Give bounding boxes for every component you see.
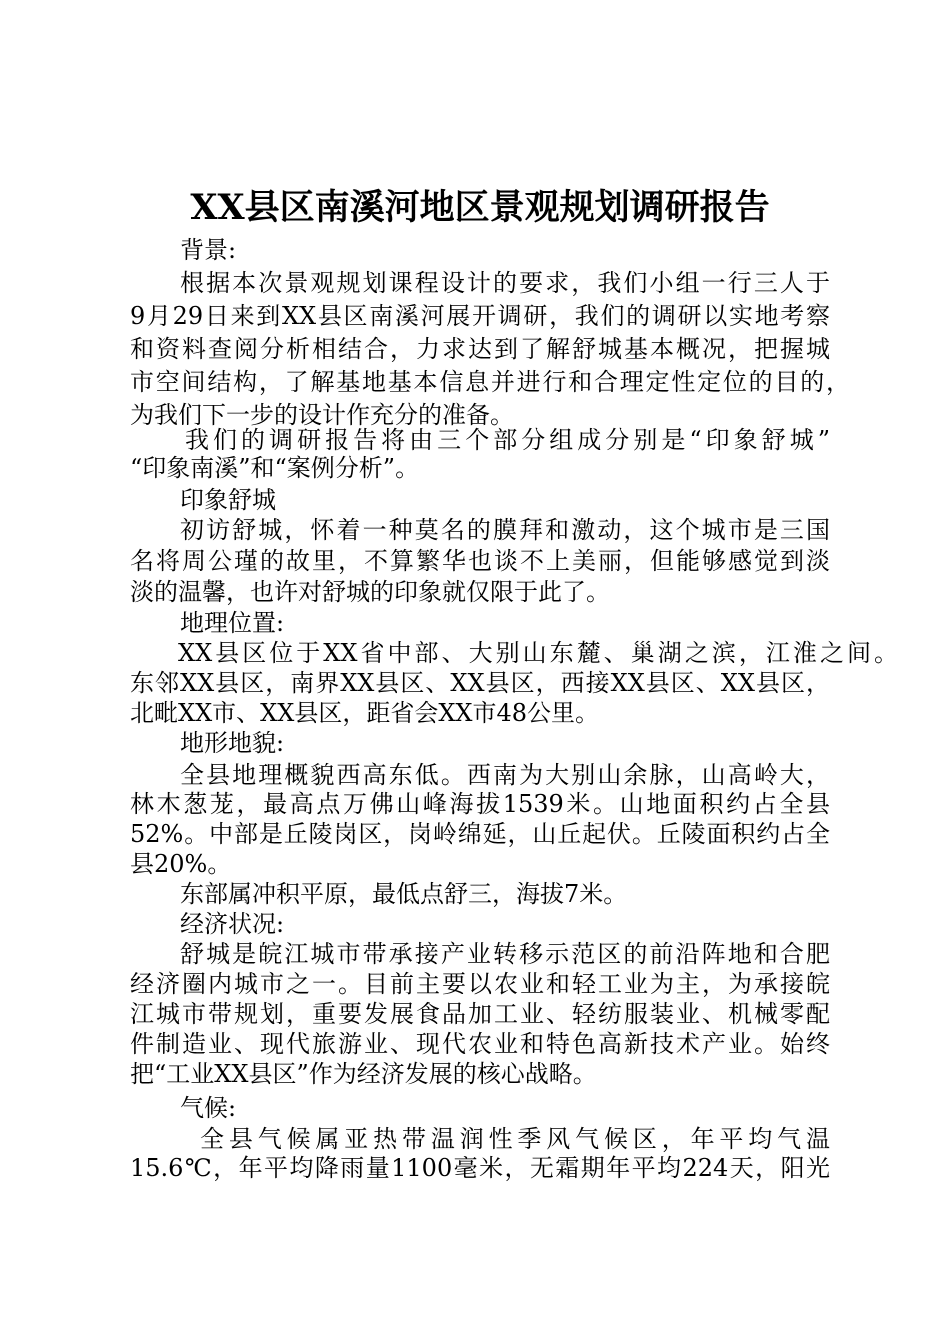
paragraph-line: 江城市带规划，重要发展食品加工业、轻纺服装业、机械零配 — [130, 1000, 830, 1028]
heading-location: 地理位置: — [180, 609, 285, 637]
heading-impression: 印象舒城 — [180, 486, 276, 514]
paragraph-line: 52%。中部是丘陵岗区，岗岭绵延，山丘起伏。丘陵面积约占全 — [130, 820, 830, 848]
heading-background: 背景: — [180, 236, 237, 264]
heading-terrain: 地形地貌: — [180, 729, 285, 757]
paragraph-line: 淡的温馨，也许对舒城的印象就仅限于此了。 — [130, 578, 610, 606]
heading-climate: 气候: — [180, 1094, 237, 1122]
paragraph-line: 把“工业XX县区”作为经济发展的核心战略。 — [130, 1060, 597, 1088]
paragraph-line: 林木葱茏，最高点万佛山峰海拔1539米。山地面积约占全县 — [130, 790, 830, 818]
paragraph-line: 东部属冲积平原，最低点舒三，海拔7米。 — [180, 880, 628, 908]
paragraph-line: XX县区位于XX省中部、大别山东麓、巢湖之滨，江淮之间。 — [178, 639, 898, 667]
paragraph-line: 全县地理概貌西高东低。西南为大别山余脉，山高岭大， — [180, 761, 830, 789]
paragraph-line: 市空间结构，了解基地基本信息并进行和合理定性定位的目的， — [130, 368, 850, 396]
document-title: XX县区南溪河地区景观规划调研报告 — [190, 187, 770, 228]
paragraph-line: 全县气候属亚热带温润性季风气候区，年平均气温 — [200, 1125, 830, 1153]
heading-economy: 经济状况: — [180, 910, 285, 938]
paragraph-line: 初访舒城，怀着一种莫名的膜拜和激动，这个城市是三国 — [180, 516, 830, 544]
paragraph-line: 为我们下一步的设计作充分的准备。 — [130, 401, 514, 429]
paragraph-line: 我们的调研报告将由三个部分组成分别是“印象舒城” — [185, 426, 830, 454]
paragraph-line: 名将周公瑾的故里，不算繁华也谈不上美丽，但能够感觉到淡 — [130, 547, 830, 575]
paragraph-line: 和资料查阅分析相结合，力求达到了解舒城基本概况，把握城 — [130, 335, 830, 363]
paragraph-line: 根据本次景观规划课程设计的要求，我们小组一行三人于 — [180, 269, 830, 297]
paragraph-line: 县20%。 — [130, 850, 232, 878]
paragraph-line: “印象南溪”和“案例分析”。 — [130, 454, 420, 482]
paragraph-line: 东邻XX县区，南界XX县区、XX县区，西接XX县区、XX县区， — [130, 669, 830, 697]
paragraph-line: 舒城是皖江城市带承接产业转移示范区的前沿阵地和合肥 — [180, 940, 830, 968]
paragraph-line: 经济圈内城市之一。目前主要以农业和轻工业为主，为承接皖 — [130, 970, 830, 998]
paragraph-line: 15.6℃，年平均降雨量1100毫米，无霜期年平均224天，阳光 — [130, 1154, 830, 1182]
paragraph-line: 件制造业、现代旅游业、现代农业和特色高新技术产业。始终 — [130, 1030, 830, 1058]
paragraph-line: 9月29日来到XX县区南溪河展开调研，我们的调研以实地考察 — [130, 302, 830, 330]
paragraph-line: 北毗XX市、XX县区，距省会XX市48公里。 — [130, 699, 600, 727]
